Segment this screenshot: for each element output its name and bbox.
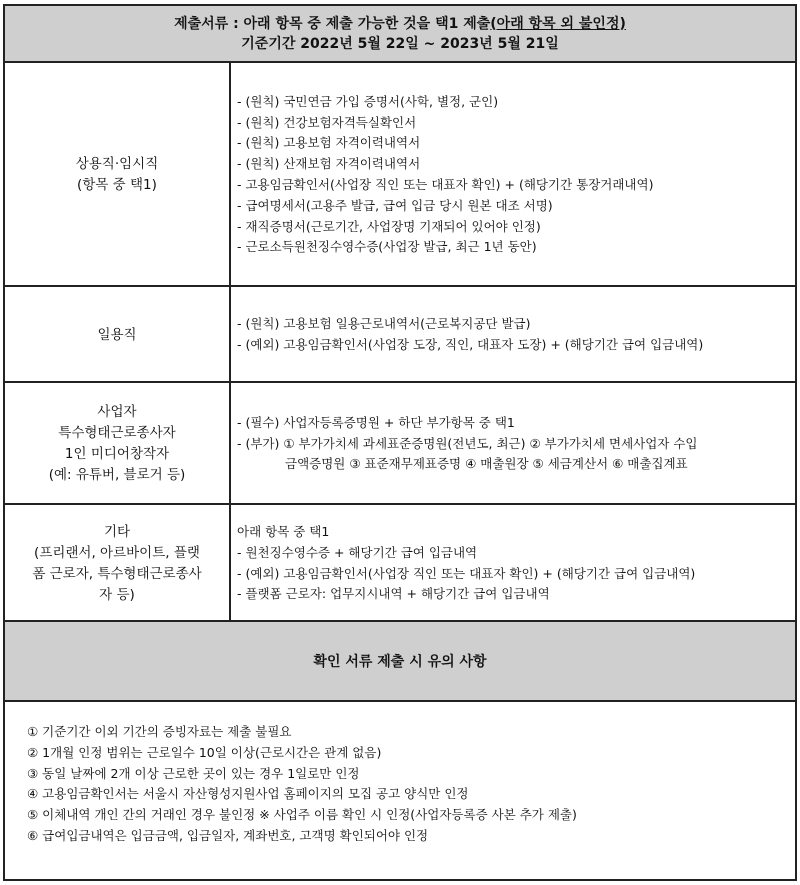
section-items [231, 63, 795, 287]
note-item: ⑤ 이체내역 개인 간의 거래인 경우 불인정 ※ 사업주 이름 확인 시 인정(사업자등록증 사본 추가 제출) [27, 807, 577, 823]
label-line: 상용직·임시직 [75, 156, 159, 172]
list-item: - (원칙) 고용보험 일용근로내역서(근로복지공단 발급) [237, 316, 531, 332]
list-item: - (예외) 고용임금확인서(사업장 직인 또는 대표자 확인) + (해당기간 급여 입금내역) [237, 565, 696, 581]
section-items [231, 287, 795, 383]
list-item: - (원칙) 국민연금 가입 증명서(사학, 별정, 군인) [237, 93, 499, 109]
note-item: ② 1개월 인정 범위는 근로일수 10일 이상(근로시간은 관계 없음) [27, 744, 382, 760]
notes-list [27, 722, 577, 847]
section-label [5, 63, 231, 287]
label-line: 특수형태근로종사자 [58, 425, 176, 441]
list-item: - 플랫폼 근로자: 업무지시내역 + 해당기간 급여 입금내역 [237, 586, 550, 602]
section-label [5, 287, 231, 383]
list-item: - 재직증명서(근로기간, 사업장명 기재되어 있어야 인정) [237, 218, 541, 234]
label-line: (예: 유튜버, 블로거 등) [48, 467, 186, 483]
note-item: ④ 고용임금확인서는 서울시 자산형성지원사업 홈페이지의 모집 공고 양식만 인정 [27, 786, 469, 802]
list-item: - 고용임금확인서(사업장 직인 또는 대표자 확인) + (해당기간 통장거래내역) [237, 177, 654, 192]
header-period: 기준기간 2022년 5월 22일 ~ 2023년 5월 21일 [241, 35, 559, 52]
header-note: (아래 항목 외 불인정) [490, 15, 626, 32]
label-line: (항목 중 택1) [77, 177, 157, 193]
section-label [5, 383, 231, 505]
table-header [5, 6, 795, 63]
notes-title: 확인 서류 제출 시 유의 사항 [5, 620, 795, 702]
list-item: - 급여명세서(고용주 발급, 급여 입금 당시 원본 대조 서명) [237, 197, 553, 213]
header-instruction: 제출서류 : 아래 항목 중 제출 가능한 것을 택1 제출 [174, 15, 491, 32]
note-item: ① 기준기간 이외 기간의 증빙자료는 제출 불필요 [27, 724, 292, 739]
label-line: 일용직 [97, 326, 137, 343]
section-regular-temp [5, 61, 795, 287]
list-item: - (부가) ① 부가가치세 과세표준증명원(전년도, 최근) ② 부가가치세 면세사업자 수입 [237, 435, 698, 451]
note-item: ⑥ 급여입금내역은 입금금액, 입금일자, 계좌번호, 고객명 확인되어야 인정 [27, 827, 429, 843]
section-label [5, 505, 231, 622]
list-item: - (원칙) 건강보험자격득실확인서 [237, 114, 417, 130]
list-item: - (원칙) 고용보험 자격이력내역서 [237, 135, 421, 151]
section-items [231, 505, 795, 622]
label-line: 기타 [103, 523, 131, 540]
list-item: - (원칙) 산재보험 자격이력내역서 [237, 156, 421, 172]
label-line: 1인 미디어창작자 [64, 446, 170, 462]
list-item: 금액증명원 ③ 표준재무제표증명 ④ 매출원장 ⑤ 세금계산서 ⑥ 매출집계표 [285, 456, 688, 472]
list-item: - (필수) 사업자등록증명원 + 하단 부가항목 중 택1 [237, 414, 515, 430]
section-business [5, 381, 795, 505]
section-daily [5, 285, 795, 383]
label-line: 사업자 [97, 404, 137, 420]
list-item: - 근로소득원천징수영수증(사업장 발급, 최근 1년 동안) [237, 239, 537, 255]
section-items [231, 383, 795, 505]
section-other [5, 503, 795, 622]
note-item: ③ 동일 날짜에 2개 이상 근로한 곳이 있는 경우 1일로만 인정 [27, 765, 360, 781]
list-item: 아래 항목 중 택1 [237, 523, 330, 539]
list-item: - (예외) 고용임금확인서(사업장 도장, 직인, 대표자 도장) + (해당기간 급여 입금내역) [237, 337, 704, 352]
list-item: - 원천징수영수증 + 해당기간 급여 입금내역 [237, 544, 478, 560]
label-line: 폼 근로자, 특수형태근로종사 [32, 565, 202, 582]
header-line1 [174, 14, 626, 34]
label-line: (프리랜서, 아르바이트, 플랫 [34, 544, 200, 561]
document-table [3, 4, 797, 881]
label-line: 자 등) [99, 586, 135, 603]
